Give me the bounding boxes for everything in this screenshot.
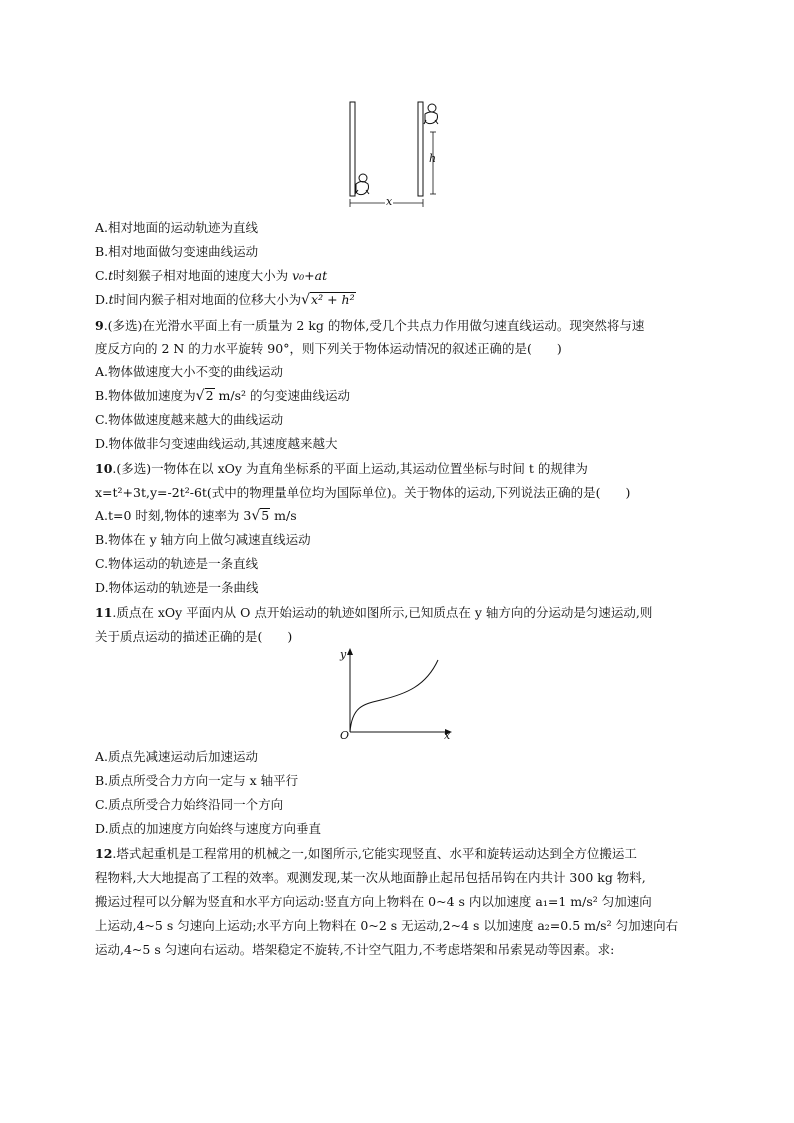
q8-option-c: C.t时刻猴子相对地面的速度大小为 v₀+at	[95, 268, 328, 283]
q11-option-d: D.质点的加速度方向始终与速度方向垂直	[95, 821, 322, 836]
q10-stem-line1: 10.(多选)一物体在以 xOy 为直角坐标系的平面上运动,其运动位置坐标与时间 t 的规律为	[95, 461, 588, 476]
q8-option-d: D.t时间内猴子相对地面的位移大小为√x² + h²	[95, 292, 355, 308]
q10-option-a: A.t=0 时刻,物体的速率为 3√5 m/s	[95, 508, 297, 524]
right-pole	[418, 102, 423, 196]
q12-stem-line5: 运动,4~5 s 匀速向右运动。塔架稳定不旋转,不计空气阻力,不考虑塔架和吊索晃动等因素。求:	[95, 942, 615, 957]
q8-option-a: A.相对地面的运动轨迹为直线	[95, 220, 259, 235]
q9-option-c: C.物体做速度越来越大的曲线运动	[95, 412, 284, 427]
monkey-bottom-icon	[355, 174, 369, 195]
q11-stem-line2: 关于质点运动的描述正确的是( )	[95, 629, 293, 644]
q10-stem-line2: x=t²+3t,y=-2t²-6t(式中的物理量单位均为国际单位)。关于物体的运动,下列说法正确的是( )	[95, 485, 631, 500]
q11-option-c: C.质点所受合力始终沿同一个方向	[95, 797, 284, 812]
q11-trajectory-figure	[336, 646, 456, 746]
q11-stem-line1: 11.质点在 xOy 平面内从 O 点开始运动的轨迹如图所示,已知质点在 y 轴方向的分运动是匀速运动,则	[95, 605, 653, 620]
q11-axis-x-label: x	[444, 729, 451, 742]
q12-stem-line1: 12.塔式起重机是工程常用的机械之一,如图所示,它能实现竖直、水平和旋转运动达到全方位搬运工	[95, 846, 637, 861]
monkey-top-icon	[424, 104, 438, 124]
q9-option-b: B.物体做加速度为√2 m/s² 的匀变速曲线运动	[95, 388, 350, 404]
q11-option-a: A.质点先减速运动后加速运动	[95, 749, 259, 764]
left-pole	[350, 102, 355, 196]
q11-option-b: B.质点所受合力方向一定与 x 轴平行	[95, 773, 299, 788]
q9-option-d: D.物体做非匀变速曲线运动,其速度越来越大	[95, 436, 338, 451]
q11-axis-y-label: y	[340, 648, 347, 661]
q12-stem-line2: 程物料,大大地提高了工程的效率。观测发现,某一次从地面静止起吊包括吊钩在内共计 300 kg 物料,	[95, 870, 646, 885]
q8-option-b: B.相对地面做匀变速曲线运动	[95, 244, 259, 259]
q12-stem-line3: 搬运过程可以分解为竖直和水平方向运动:竖直方向上物料在 0~4 s 内以加速度 a₁=1 m/s² 匀加速向	[95, 894, 652, 909]
q12-stem-line4: 上运动,4~5 s 匀速向上运动;水平方向上物料在 0~2 s 无运动,2~4 s 以加速度 a₂=0.5 m/s² 匀加速向右	[95, 918, 679, 933]
trajectory-curve	[350, 660, 438, 732]
label-h: h	[429, 152, 437, 165]
y-axis-arrow	[347, 648, 353, 655]
q10-option-c: C.物体运动的轨迹是一条直线	[95, 556, 259, 571]
q10-option-d: D.物体运动的轨迹是一条曲线	[95, 580, 259, 595]
q10-option-b: B.物体在 y 轴方向上做匀减速直线运动	[95, 532, 311, 547]
label-x: x	[386, 195, 393, 208]
q9-stem-line2: 度反方向的 2 N 的力水平旋转 90°，则下列关于物体运动情况的叙述正确的是( )	[95, 341, 562, 356]
q9-stem-line1: 9.(多选)在光滑水平面上有一质量为 2 kg 的物体,受几个共点力作用做匀速直线运动。现突然将与速	[95, 318, 645, 333]
q11-origin-label: O	[340, 729, 350, 742]
q9-option-a: A.物体做速度大小不变的曲线运动	[95, 364, 284, 379]
